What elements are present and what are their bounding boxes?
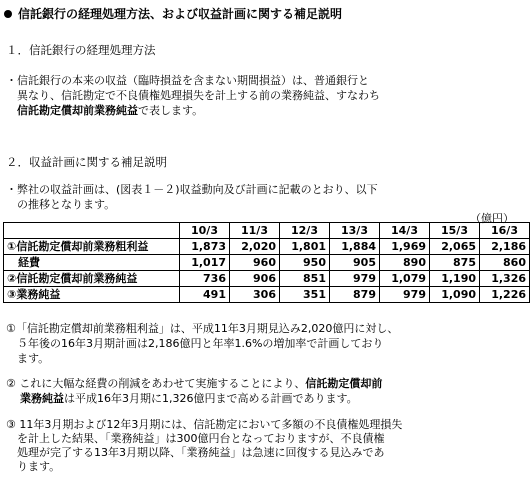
note2-line1-text: ② これに大幅な経費の削減をあわせて実施することにより、 xyxy=(6,377,306,390)
note1-line3: ます。 xyxy=(6,352,50,365)
table-cell: 1,090 xyxy=(430,287,480,303)
row-label: ①信託勘定償却前業務粗利益 xyxy=(4,239,180,255)
table-cell: 979 xyxy=(380,287,430,303)
note3-line4: ります。 xyxy=(6,460,61,473)
row-label: ③業務純益 xyxy=(4,287,180,303)
note2-emphasis-cont: 業務純益 xyxy=(20,392,64,405)
table-cell: 2,186 xyxy=(480,239,530,255)
note3-line2: を計上した結果、「業務純益」は300億円台となっておりますが、不良債権 xyxy=(6,432,385,445)
table-header-cell: 15/3 xyxy=(430,223,480,239)
table-cell: 950 xyxy=(280,255,330,271)
table-row xyxy=(4,239,530,255)
note2-line2 xyxy=(6,392,358,407)
section2-line2: の推移となります。 xyxy=(6,198,116,211)
section1-line3 xyxy=(6,104,203,119)
table-cell: 960 xyxy=(230,255,280,271)
table-cell: 979 xyxy=(330,271,380,287)
table-cell: 306 xyxy=(230,287,280,303)
section1-line2: 異なり、信託勘定で不良債権処理損失を計上する前の業務純益、すなわち xyxy=(6,89,380,102)
table-cell: 1,801 xyxy=(280,239,330,255)
table-header-row xyxy=(4,223,530,239)
page-title xyxy=(4,5,342,22)
note1-line2: ５年後の16年3月期計画は2,186億円と年率1.6%の増加率で計画しており xyxy=(6,337,384,350)
note3-line3: 処理が完了する13年3月期以降、「業務純益」は急速に回復する見込みであ xyxy=(6,446,385,459)
note2-line2-text: は平成16年3月期に1,326億円まで高める計画であります。 xyxy=(64,392,358,405)
table-cell: 1,017 xyxy=(180,255,230,271)
table-cell: 905 xyxy=(330,255,380,271)
section1-line3-rest: で表します。 xyxy=(138,104,204,117)
table-cell: 491 xyxy=(180,287,230,303)
table-cell: 906 xyxy=(230,271,280,287)
section1-line1: ・信託銀行の本来の収益（臨時損益を含まない期間損益）は、普通銀行と xyxy=(6,74,369,87)
revenue-table xyxy=(3,222,530,303)
row-label: ②信託勘定償却前業務純益 xyxy=(4,271,180,287)
page-title-text: 信託銀行の経理処理方法、および収益計画に関する補足説明 xyxy=(18,7,343,21)
table-cell: 351 xyxy=(280,287,330,303)
table-header-cell: 14/3 xyxy=(380,223,430,239)
note1-line1: ①「信託勘定償却前業務粗利益」は、平成11年3月期見込み2,020億円に対し、 xyxy=(6,322,399,335)
table-cell: 1,969 xyxy=(380,239,430,255)
table-row xyxy=(4,255,530,271)
table-header-cell: 10/3 xyxy=(180,223,230,239)
table-cell: 2,020 xyxy=(230,239,280,255)
table-cell: 1,884 xyxy=(330,239,380,255)
table-row xyxy=(4,271,530,287)
table-header-cell: 12/3 xyxy=(280,223,330,239)
row-label: 経費 xyxy=(4,255,180,271)
table-cell: 890 xyxy=(380,255,430,271)
section2-line1: ・弊社の収益計画は、(図表１－２)収益動向及び計画に記載のとおり、以下 xyxy=(6,183,378,196)
section1-emphasis: 信託勘定償却前業務純益 xyxy=(6,104,138,117)
table-cell: 2,065 xyxy=(430,239,480,255)
table-header-cell: 16/3 xyxy=(480,223,530,239)
bullet-dot-icon xyxy=(4,10,12,18)
table-row xyxy=(4,287,530,303)
table-cell: 1,326 xyxy=(480,271,530,287)
table-cell: 875 xyxy=(430,255,480,271)
table-cell: 879 xyxy=(330,287,380,303)
table-header-cell: 11/3 xyxy=(230,223,280,239)
note2-emphasis: 信託勘定償却前 xyxy=(305,377,383,390)
unit-label: （億円） xyxy=(470,212,514,225)
table-header-cell xyxy=(4,223,180,239)
table-cell: 1,226 xyxy=(480,287,530,303)
table-cell: 1,079 xyxy=(380,271,430,287)
section2-heading: ２．収益計画に関する補足説明 xyxy=(6,155,167,169)
table-cell: 851 xyxy=(280,271,330,287)
table-cell: 1,190 xyxy=(430,271,480,287)
table-cell: 860 xyxy=(480,255,530,271)
table-header-cell: 13/3 xyxy=(330,223,380,239)
table-cell: 1,873 xyxy=(180,239,230,255)
section1-heading: １．信託銀行の経理処理方法 xyxy=(6,43,156,57)
note2-line1 xyxy=(6,377,382,392)
table-cell: 736 xyxy=(180,271,230,287)
note3-line1: ③ 11年3月期および12年3月期には、信託勘定において多額の不良債権処理損失 xyxy=(6,418,403,431)
